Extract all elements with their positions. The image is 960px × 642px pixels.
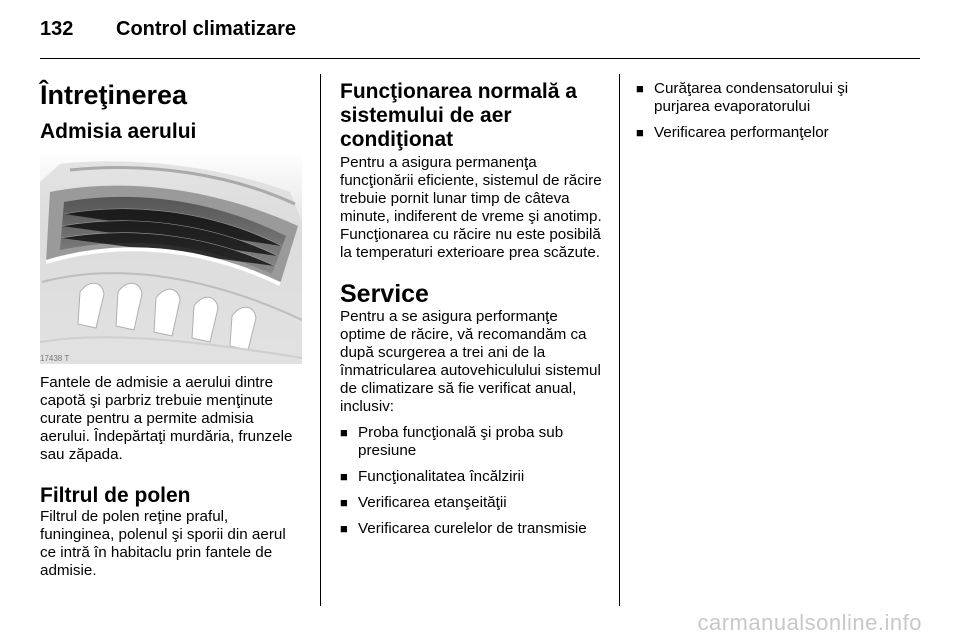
page-header <box>40 18 296 41</box>
chapter-title: Control climatizare <box>116 18 297 40</box>
service-paragraph: Pentru a se asigura performanţe optime de răcire, vă recomandăm ca după scurgerea a trei ani de la înmatricularea autovehiculului sistemul de climatizare să fie verificat anual, inclusiv: <box>340 308 601 415</box>
service-bullet-list <box>340 424 604 538</box>
section-heading-pollen-filter: Filtrul de polen <box>40 484 191 507</box>
column-divider-1 <box>320 74 321 606</box>
figure-code: 17438 T <box>40 354 70 363</box>
section-heading-air-intake: Admisia aerului <box>40 120 197 143</box>
column-middle <box>340 80 604 538</box>
section-heading-normal-operation: Funcţionarea normală a sistemului de aer condiţionat <box>340 80 577 151</box>
list-item: ■ Verificarea etanşeităţii <box>340 494 604 512</box>
column-divider-2 <box>619 74 620 606</box>
list-item: ■ Verificarea performanţelor <box>636 124 900 142</box>
list-item: ■ Funcţionalitatea încălzirii <box>340 468 604 486</box>
section-heading-service: Service <box>340 280 429 308</box>
air-intake-paragraph: Fantele de admisie a aerului dintre capotă şi parbriz trebuie menţinute curate pentru a permite admisia aerului. Îndepărtaţi murdăria, frunzele sau zăpada. <box>40 374 293 463</box>
main-heading: Întreţinerea <box>40 80 188 110</box>
column-left <box>40 80 302 580</box>
watermark: carmanualsonline.info <box>697 610 922 635</box>
list-item: ■ Verificarea curelelor de transmisie <box>340 520 604 538</box>
column-right <box>636 80 900 142</box>
air-intake-illustration <box>40 152 302 364</box>
list-item: ■ Curăţarea condensatorului şi purjarea evaporatorului <box>636 80 900 116</box>
pollen-filter-paragraph: Filtrul de polen reţine praful, funinginea, polenul şi sporii din aerul ce intră în habitaclu prin fantele de admisie. <box>40 508 286 579</box>
normal-operation-paragraph: Pentru a asigura permanenţa funcţionării eficiente, sistemul de răcire trebuie pornit lunar timp de câteva minute, indiferent de vreme şi anotimp. Funcţionarea cu răcire nu este posibilă la temperaturi exterioare prea scăzute. <box>340 154 602 261</box>
page-number: 132 <box>40 18 74 40</box>
header-rule <box>40 58 920 59</box>
list-item: ■ Proba funcţională şi proba sub presiune <box>340 424 604 460</box>
